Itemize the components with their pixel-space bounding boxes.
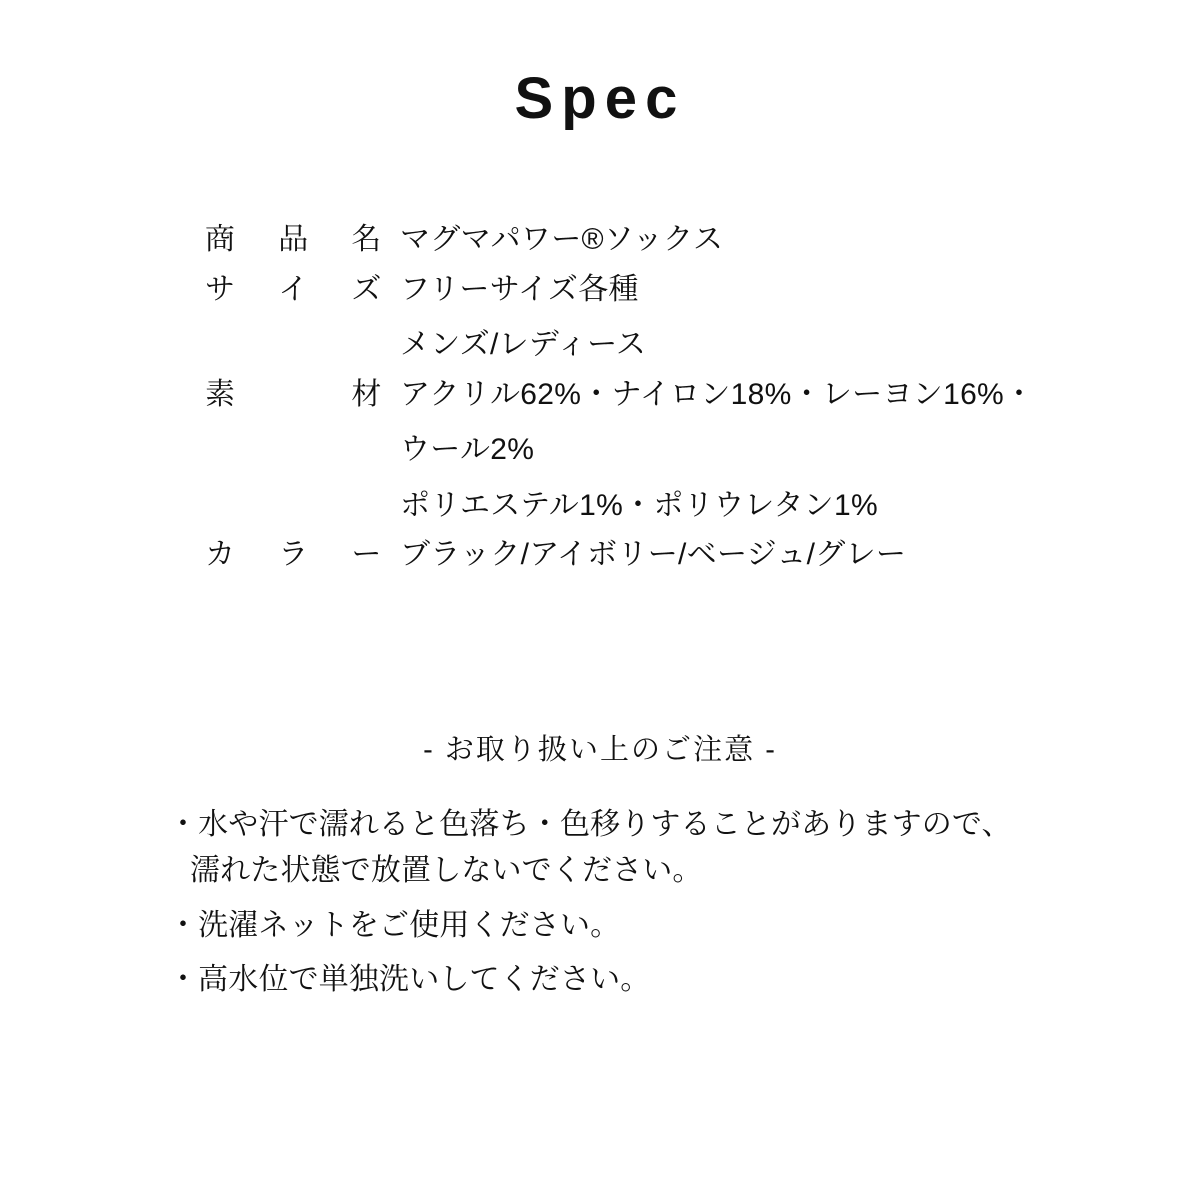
spec-value-product-name (400, 218, 1105, 262)
label-char: 素 (205, 377, 236, 411)
spec-label-material (205, 373, 400, 417)
spec-value-size (400, 268, 1105, 367)
spec-row-material (205, 373, 1105, 528)
care-notice-item-main: ・水や汗で濡れると色落ち・色移りすることがありますので、 (168, 807, 1012, 841)
care-notice-item-sub: 濡れた状態で放置しないでください。 (190, 854, 703, 887)
spec-row-product-name (205, 218, 1105, 262)
spec-value-color (400, 533, 1105, 577)
label-char: 品 (278, 223, 309, 256)
spec-label-product-name (205, 218, 400, 262)
care-notice-block (0, 727, 1200, 1004)
label-char: イ (278, 272, 309, 306)
spec-value-line: アクリル62%・ナイロン18%・レーヨン16%・ (400, 377, 1035, 411)
spec-value-line: メンズ/レディース (400, 328, 647, 361)
label-char: 商 (205, 223, 236, 256)
spec-row-color (205, 533, 1105, 577)
label-char: ラ (278, 538, 309, 571)
care-notice-item (168, 957, 1128, 1004)
care-notice-list (168, 802, 1128, 1004)
spec-value-line: マグマパワー®ソックス (400, 223, 724, 256)
spec-value-line: ポリエステル1%・ポリウレタン1% (400, 488, 878, 522)
spec-label-color (205, 533, 400, 577)
spec-row-size (205, 268, 1105, 367)
care-notice-item (168, 802, 1128, 895)
page-title: Spec (514, 66, 686, 131)
care-notice-item-main: ・高水位で単独洗いしてください。 (168, 963, 651, 996)
care-notice-item (168, 903, 1128, 950)
label-char: サ (205, 272, 236, 306)
spec-value-material (400, 373, 1105, 528)
label-char: ズ (351, 272, 382, 306)
care-notice-heading: - お取り扱い上のご注意 - (423, 733, 777, 766)
label-char: 名 (351, 223, 382, 256)
label-char: 材 (351, 377, 382, 411)
spec-label-size (205, 268, 400, 312)
spec-value-line: フリーサイズ各種 (400, 272, 639, 306)
spec-table (205, 218, 1105, 577)
label-char: カ (205, 538, 236, 571)
spec-value-line: ブラック/アイボリー/ベージュ/グレー (400, 538, 907, 571)
spec-value-line: ウール2% (400, 433, 535, 466)
care-notice-item-main: ・洗濯ネットをご使用ください。 (168, 908, 621, 942)
label-char: ー (351, 538, 382, 571)
